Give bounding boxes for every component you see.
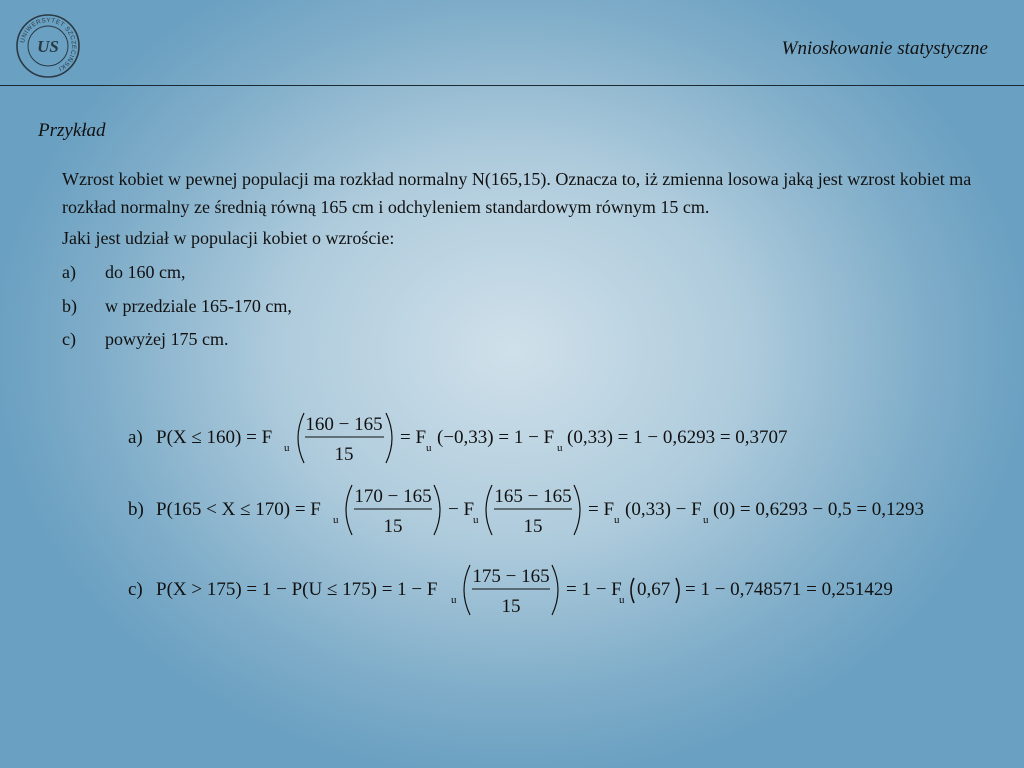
equation-rhs-tail: (−0,33) = 1 − F xyxy=(437,427,555,448)
left-paren xyxy=(346,485,352,535)
list-item-label: b) xyxy=(62,296,77,316)
subscript: u xyxy=(473,514,479,526)
list-item-label: a) xyxy=(62,262,76,282)
equation-result: (0,33) = 1 − 0,6293 = 0,3707 xyxy=(567,427,788,448)
fraction-numerator: 170 − 165 xyxy=(354,486,432,507)
list-item-text: powyżej 175 cm. xyxy=(105,329,229,349)
fraction-numerator: 165 − 165 xyxy=(494,486,572,507)
fraction-denominator: 15 xyxy=(383,516,403,537)
equation-rhs: = 1 − F xyxy=(566,579,622,600)
presentation-title: Wnioskowanie statystyczne xyxy=(781,38,988,59)
equation-lhs: P(165 < X ≤ 170) = F xyxy=(156,499,321,520)
right-paren xyxy=(574,485,580,535)
left-paren xyxy=(486,485,492,535)
seal-monogram: US xyxy=(37,37,59,56)
right-paren xyxy=(552,565,558,615)
equation-arg: 0,67 xyxy=(637,579,671,600)
subscript: u xyxy=(614,514,620,526)
list-item-label: c) xyxy=(62,329,76,349)
subscript: u xyxy=(619,594,625,606)
equation-lhs: P(X ≤ 160) = F xyxy=(156,427,273,448)
equation-rhs-tail: (0,33) − F xyxy=(625,499,702,520)
fraction-denominator: 15 xyxy=(523,516,543,537)
equation-lhs: P(X > 175) = 1 − P(U ≤ 175) = 1 − F xyxy=(156,579,438,600)
left-paren xyxy=(464,565,470,615)
right-paren xyxy=(386,413,392,463)
equation-b xyxy=(128,485,924,537)
equation-label: a) xyxy=(128,427,143,448)
equation-result: (0) = 0,6293 − 0,5 = 0,1293 xyxy=(713,499,925,520)
equation-mid: − F xyxy=(448,499,475,520)
equation-rhs: = F xyxy=(588,499,615,520)
equation-rhs: = F xyxy=(400,427,427,448)
right-paren xyxy=(434,485,440,535)
list-item-text: w przedziale 165-170 cm, xyxy=(105,296,292,316)
equation-label: c) xyxy=(128,579,143,600)
fraction-numerator: 160 − 165 xyxy=(305,414,383,435)
right-paren xyxy=(676,578,679,603)
subscript: u xyxy=(426,442,432,454)
section-title: Przykład xyxy=(38,120,106,141)
equation-label: b) xyxy=(128,499,144,520)
subscript: u xyxy=(284,442,290,454)
subscript: u xyxy=(333,514,339,526)
subscript: u xyxy=(451,594,457,606)
equation-a xyxy=(128,413,788,465)
list-item-text: do 160 cm, xyxy=(105,262,186,282)
left-paren xyxy=(298,413,304,463)
left-paren xyxy=(631,578,634,603)
equation-result: = 1 − 0,748571 = 0,251429 xyxy=(685,579,893,600)
fraction-numerator: 175 − 165 xyxy=(472,566,550,587)
subscript: u xyxy=(703,514,709,526)
fraction-denominator: 15 xyxy=(334,444,354,465)
fraction-denominator: 15 xyxy=(501,596,521,617)
question-text: Jaki jest udział w populacji kobiet o wzroście: xyxy=(62,228,395,248)
problem-statement: Wzrost kobiet w pewnej populacji ma rozkład normalny N(165,15). Oznacza to, iż zmienna losowa jaką jest wzrost kobiet ma rozkład normalny ze średnią równą 165 cm i odchyleniem standardowym równym 15 cm. xyxy=(62,169,972,217)
seal-text: UNIWERSYTET SZCZECIŃSKI xyxy=(19,16,78,73)
equation-c xyxy=(128,565,893,617)
subscript: u xyxy=(557,442,563,454)
